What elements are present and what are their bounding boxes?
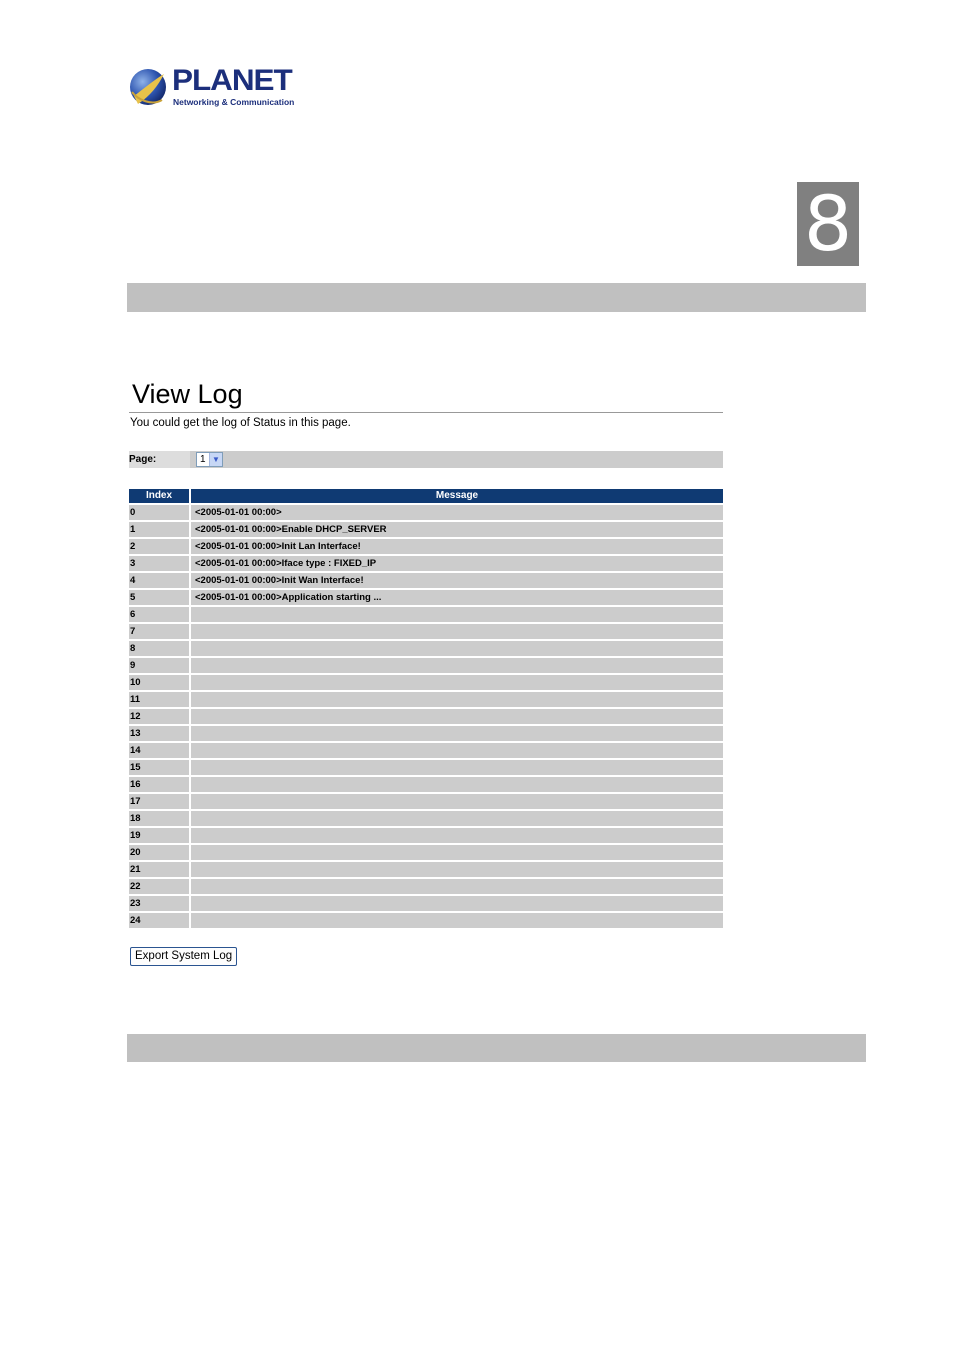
- cell-message: [191, 896, 723, 911]
- cell-index: 24: [129, 913, 189, 928]
- cell-index: 11: [129, 692, 189, 707]
- cell-message: [191, 607, 723, 622]
- table-row: [129, 709, 723, 724]
- globe-icon: [128, 66, 168, 108]
- cell-message: [191, 828, 723, 843]
- table-row: [129, 590, 723, 605]
- cell-message: [191, 692, 723, 707]
- logo-word: PLANET: [172, 64, 292, 97]
- cell-index: 2: [129, 539, 189, 554]
- cell-index: 6: [129, 607, 189, 622]
- cell-message: [191, 777, 723, 792]
- planet-logo: [128, 64, 295, 110]
- cell-index: 15: [129, 760, 189, 775]
- log-table: [129, 489, 723, 928]
- table-row: [129, 862, 723, 877]
- cell-message: [191, 811, 723, 826]
- cell-index: 5: [129, 590, 189, 605]
- page-description: You could get the log of Status in this page.: [130, 417, 351, 429]
- table-row: [129, 794, 723, 809]
- cell-index: 20: [129, 845, 189, 860]
- table-row: [129, 607, 723, 622]
- cell-message: [191, 675, 723, 690]
- table-row: [129, 828, 723, 843]
- header-band: [127, 283, 866, 312]
- table-row: [129, 845, 723, 860]
- cell-index: 23: [129, 896, 189, 911]
- table-header: [129, 489, 723, 503]
- cell-message: [191, 862, 723, 877]
- title-divider: [129, 412, 723, 413]
- cell-index: 8: [129, 641, 189, 656]
- cell-message: <2005-01-01 00:00>Init Lan Interface!: [191, 539, 723, 554]
- cell-index: 16: [129, 777, 189, 792]
- table-row: [129, 505, 723, 520]
- cell-message: <2005-01-01 00:00>Init Wan Interface!: [191, 573, 723, 588]
- cell-message: <2005-01-01 00:00>Application starting ...: [191, 590, 723, 605]
- column-header-index: Index: [129, 489, 189, 503]
- cell-index: 21: [129, 862, 189, 877]
- cell-message: [191, 879, 723, 894]
- cell-index: 3: [129, 556, 189, 571]
- cell-message: [191, 709, 723, 724]
- table-row: [129, 675, 723, 690]
- chevron-down-icon[interactable]: ▼: [209, 453, 222, 466]
- cell-index: 18: [129, 811, 189, 826]
- cell-index: 22: [129, 879, 189, 894]
- cell-message: <2005-01-01 00:00>Enable DHCP_SERVER: [191, 522, 723, 537]
- cell-index: 1: [129, 522, 189, 537]
- table-row: [129, 624, 723, 639]
- cell-index: 0: [129, 505, 189, 520]
- table-row: [129, 522, 723, 537]
- cell-index: 10: [129, 675, 189, 690]
- footer-band: [127, 1034, 866, 1062]
- cell-index: 9: [129, 658, 189, 673]
- cell-index: 12: [129, 709, 189, 724]
- page-select-value: 1: [200, 454, 206, 465]
- cell-index: 7: [129, 624, 189, 639]
- table-row: [129, 573, 723, 588]
- table-row: [129, 913, 723, 928]
- cell-message: [191, 794, 723, 809]
- table-row: [129, 777, 723, 792]
- table-row: [129, 811, 723, 826]
- cell-index: 17: [129, 794, 189, 809]
- table-row: [129, 896, 723, 911]
- table-row: [129, 539, 723, 554]
- export-system-log-button[interactable]: Export System Log: [130, 947, 237, 966]
- table-row: [129, 692, 723, 707]
- cell-message: [191, 624, 723, 639]
- table-row: [129, 760, 723, 775]
- cell-index: 4: [129, 573, 189, 588]
- cell-index: 13: [129, 726, 189, 741]
- cell-message: [191, 658, 723, 673]
- logo-tagline: Networking & Communication: [173, 97, 295, 107]
- chapter-number: 8: [797, 182, 859, 266]
- table-body: [129, 505, 723, 928]
- table-row: [129, 879, 723, 894]
- page-title: View Log: [132, 379, 243, 409]
- table-row: [129, 556, 723, 571]
- cell-message: <2005-01-01 00:00>: [191, 505, 723, 520]
- cell-message: [191, 726, 723, 741]
- cell-index: 19: [129, 828, 189, 843]
- table-row: [129, 641, 723, 656]
- cell-message: [191, 760, 723, 775]
- page-select[interactable]: [196, 452, 223, 467]
- cell-message: <2005-01-01 00:00>Iface type : FIXED_IP: [191, 556, 723, 571]
- cell-message: [191, 845, 723, 860]
- page-selector-row: [129, 451, 723, 468]
- table-row: [129, 726, 723, 741]
- cell-message: [191, 743, 723, 758]
- table-row: [129, 658, 723, 673]
- table-row: [129, 743, 723, 758]
- column-header-message: Message: [191, 489, 723, 503]
- page-label: Page:: [129, 451, 190, 468]
- cell-message: [191, 913, 723, 928]
- cell-index: 14: [129, 743, 189, 758]
- cell-message: [191, 641, 723, 656]
